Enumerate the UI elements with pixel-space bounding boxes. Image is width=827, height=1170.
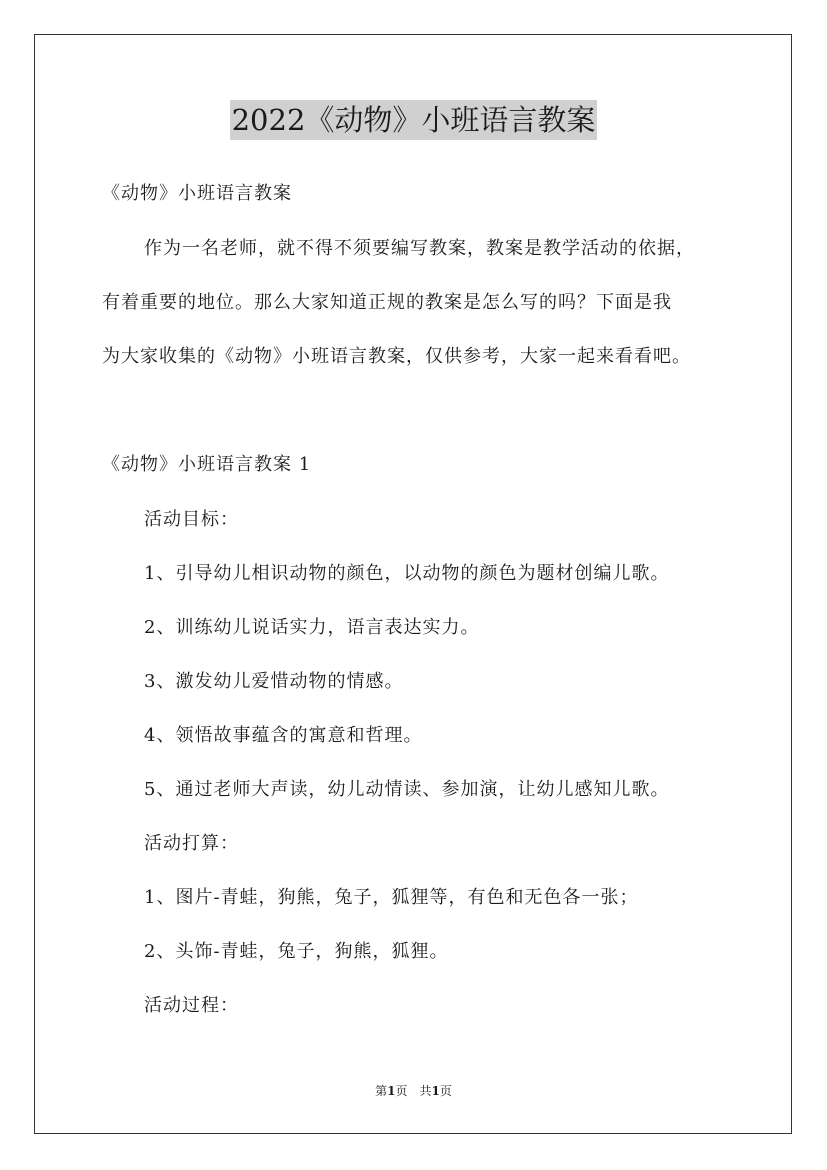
goal-item: 3、激发幼儿爱惜动物的情感。: [144, 671, 404, 692]
goal-item: 5、通过老师大声读，幼儿动情读、参加演，让幼儿感知儿歌。: [144, 779, 670, 800]
goals-label: 活动目标：: [144, 509, 239, 530]
intro-line-1: 作为一名老师，就不得不须要编写教案，教案是教学活动的依据，: [144, 238, 695, 259]
title-container: [0, 100, 827, 140]
process-label: 活动过程：: [144, 995, 239, 1016]
footer-page-prefix: 第: [375, 1084, 388, 1098]
document-subtitle: 《动物》小班语言教案: [102, 183, 292, 204]
intro-line-2: 有着重要的地位。那么大家知道正规的教案是怎么写的吗？下面是我: [102, 292, 672, 313]
intro-line-3: 为大家收集的《动物》小班语言教案，仅供参考，大家一起来看看吧。: [102, 346, 691, 367]
document-title: 2022《动物》小班语言教案: [230, 100, 598, 140]
footer-page-mid: 页 共: [395, 1084, 432, 1098]
prep-item: 1、图片-青蛙，狗熊，兔子，狐狸等，有色和无色各一张；: [144, 887, 639, 908]
section-heading: 《动物》小班语言教案 1: [102, 454, 312, 475]
prep-item: 2、头饰-青蛙，兔子，狗熊，狐狸。: [144, 941, 449, 962]
goal-item: 4、领悟故事蕴含的寓意和哲理。: [144, 725, 423, 746]
goal-item: 1、引导幼儿相识动物的颜色，以动物的颜色为题材创编儿歌。: [144, 563, 670, 584]
goal-item: 2、训练幼儿说话实力，语言表达实力。: [144, 617, 480, 638]
footer-page-number: 1: [387, 1084, 396, 1098]
footer-page-suffix: 页: [439, 1084, 452, 1098]
footer-page-total: 1: [431, 1084, 440, 1098]
page-footer: [0, 1082, 827, 1100]
prep-label: 活动打算：: [144, 833, 239, 854]
